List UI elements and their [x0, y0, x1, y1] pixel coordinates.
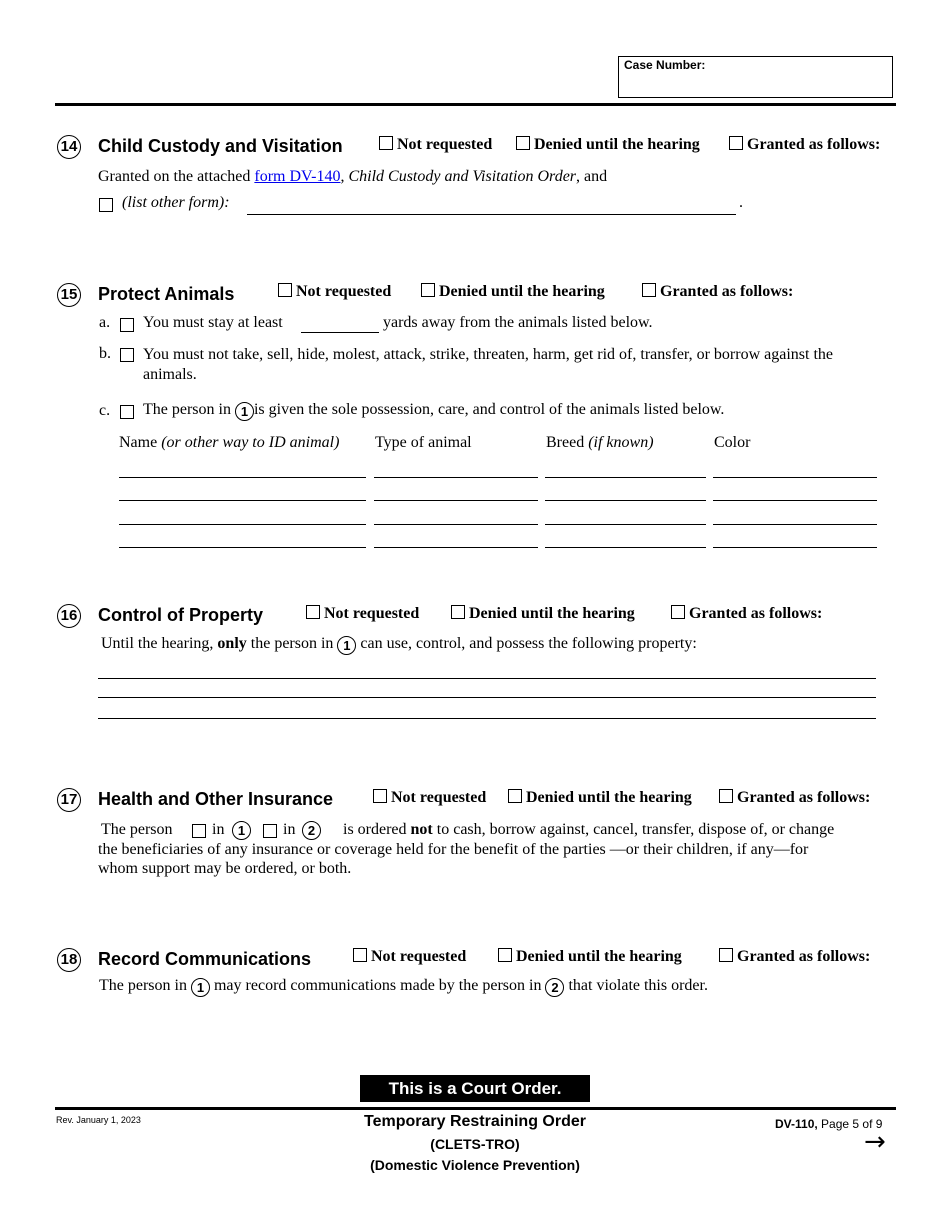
s15-b-checkbox[interactable]	[120, 348, 134, 362]
animal-breed-field[interactable]	[545, 477, 706, 478]
s15-a-text-pre: You must stay at least	[143, 314, 283, 331]
s18-granted-checkbox[interactable]	[719, 948, 733, 962]
animal-type-field[interactable]	[374, 477, 538, 478]
animal-color-field[interactable]	[713, 547, 877, 548]
s17-ordered: is ordered	[343, 821, 407, 838]
animal-col-breed-label: Breed	[546, 434, 585, 451]
section-15-number: 15	[57, 283, 81, 307]
s17-not-requested-checkbox[interactable]	[373, 789, 387, 803]
s14-denied-label: Denied until the hearing	[534, 136, 700, 153]
s15-c-checkbox[interactable]	[120, 405, 134, 419]
s14-other-form-label: (list other form):	[122, 194, 230, 211]
s14-granted-label: Granted as follows:	[747, 136, 881, 153]
s15-not-requested-checkbox[interactable]	[278, 283, 292, 297]
s18-granted-option[interactable]	[719, 948, 870, 966]
s15-denied-checkbox[interactable]	[421, 283, 435, 297]
section-14-number: 14	[57, 135, 81, 159]
footer-rule	[55, 1107, 896, 1110]
s18-not-requested-option[interactable]	[353, 948, 466, 966]
party-2-circle: 2	[302, 821, 321, 840]
animal-col-color-header: Color	[714, 434, 751, 451]
form-subtitle-clets: (CLETS-TRO)	[430, 1136, 520, 1152]
case-number-label: Case Number:	[624, 58, 706, 72]
s17-denied-option[interactable]	[508, 789, 692, 807]
s14-other-form-checkbox[interactable]	[99, 198, 113, 212]
s16-text-pre: Until the hearing,	[101, 635, 218, 652]
animal-col-breed-header	[546, 434, 654, 452]
s14-not-requested-label: Not requested	[397, 136, 493, 153]
party-1-circle: 1	[191, 978, 210, 997]
property-field[interactable]	[98, 697, 876, 698]
s16-denied-option[interactable]	[451, 605, 635, 623]
s16-text-mid: the person in	[246, 635, 334, 652]
animal-breed-field[interactable]	[545, 547, 706, 548]
property-field[interactable]	[98, 718, 876, 719]
court-order-banner: This is a Court Order.	[360, 1075, 590, 1102]
s15-granted-label: Granted as follows:	[660, 283, 794, 300]
form-dv140-link[interactable]: form DV-140	[254, 168, 341, 185]
s16-not-requested-label: Not requested	[324, 605, 420, 622]
section-14-title: Child Custody and Visitation	[98, 136, 343, 156]
s16-text	[101, 635, 697, 655]
s15-granted-checkbox[interactable]	[642, 283, 656, 297]
animal-name-field[interactable]	[119, 500, 366, 501]
s17-granted-option[interactable]	[719, 789, 870, 807]
animal-type-field[interactable]	[374, 500, 538, 501]
s16-not-requested-checkbox[interactable]	[306, 605, 320, 619]
s15-c-letter: c.	[99, 402, 111, 419]
s17-denied-label: Denied until the hearing	[526, 789, 692, 806]
s14-not-requested-checkbox[interactable]	[379, 136, 393, 150]
s14-granted-checkbox[interactable]	[729, 136, 743, 150]
animal-name-field[interactable]	[119, 477, 366, 478]
s16-granted-label: Granted as follows:	[689, 605, 823, 622]
s17-not-requested-label: Not requested	[391, 789, 487, 806]
s14-text-mid: ,	[340, 168, 349, 185]
animal-col-name-header	[119, 434, 339, 452]
s14-denied-checkbox[interactable]	[516, 136, 530, 150]
property-field[interactable]	[98, 678, 876, 679]
s18-text-mid: may record communications made by the person in	[213, 977, 542, 994]
s18-text-pre: The person in	[99, 977, 187, 994]
animal-type-field[interactable]	[374, 524, 538, 525]
animal-col-name-label: Name	[119, 434, 158, 451]
s16-denied-checkbox[interactable]	[451, 605, 465, 619]
form-subtitle-dvp: (Domestic Violence Prevention)	[370, 1157, 580, 1173]
header-rule	[55, 103, 896, 106]
s14-denied-option[interactable]	[516, 136, 700, 154]
s15-not-requested-option[interactable]	[278, 283, 391, 301]
s14-other-form-field[interactable]	[247, 194, 736, 215]
s18-not-requested-checkbox[interactable]	[353, 948, 367, 962]
s15-denied-label: Denied until the hearing	[439, 283, 605, 300]
s15-a-text-post: yards away from the animals listed below.	[383, 314, 653, 331]
s17-rest1: to cash, borrow against, cancel, transfer, dispose of, or change	[436, 821, 835, 838]
animal-breed-field[interactable]	[545, 524, 706, 525]
form-id: DV-110,	[775, 1117, 818, 1131]
animal-type-field[interactable]	[374, 547, 538, 548]
s17-in-1: in	[212, 821, 225, 838]
animal-breed-field[interactable]	[545, 500, 706, 501]
s16-granted-checkbox[interactable]	[671, 605, 685, 619]
s16-not-requested-option[interactable]	[306, 605, 419, 623]
section-18-number: 18	[57, 948, 81, 972]
party-1-circle: 1	[235, 402, 254, 421]
s17-party2-checkbox[interactable]	[263, 824, 277, 838]
next-page-arrow-icon[interactable]: →	[864, 1127, 886, 1157]
animal-col-name-italic: (or other way to ID animal)	[161, 434, 340, 451]
section-18-title: Record Communications	[98, 949, 312, 969]
animal-color-field[interactable]	[713, 500, 877, 501]
s18-text-post: that violate this order.	[568, 977, 708, 994]
s15-a-checkbox[interactable]	[120, 318, 134, 332]
revision-date: Rev. January 1, 2023	[56, 1115, 141, 1125]
section-17-number: 17	[57, 788, 81, 812]
page-number: Page 5 of 9	[821, 1117, 883, 1131]
s15-a-yards-field[interactable]	[301, 314, 379, 333]
section-17-title: Health and Other Insurance	[98, 789, 334, 809]
case-number-box[interactable]	[618, 56, 893, 98]
animal-col-breed-italic: (if known)	[588, 434, 654, 451]
section-15-title: Protect Animals	[98, 284, 235, 304]
s15-b-letter: b.	[99, 345, 111, 362]
s16-text-only: only	[217, 635, 247, 652]
s18-denied-option[interactable]	[498, 948, 682, 966]
s14-granted-text	[98, 168, 607, 186]
s17-granted-checkbox[interactable]	[719, 789, 733, 803]
section-16-number: 16	[57, 604, 81, 628]
s17-granted-label: Granted as follows:	[737, 789, 871, 806]
s17-denied-checkbox[interactable]	[508, 789, 522, 803]
s17-not: not	[410, 821, 433, 838]
animal-color-field[interactable]	[713, 477, 877, 478]
s14-text-pre: Granted on the attached	[98, 168, 255, 185]
animal-col-type-header: Type of animal	[375, 434, 472, 451]
s17-line2: the beneficiaries of any insurance or coverage held for the benefit of the parties —or their children, if any—for	[98, 841, 809, 858]
s15-c-text-post: is given the sole possession, care, and control of the animals listed below.	[253, 401, 725, 418]
s14-not-requested-option[interactable]	[379, 136, 492, 154]
s15-b-text: You must not take, sell, hide, molest, attack, strike, threaten, harm, get rid of, transfer, or borrow against the animals.	[143, 346, 834, 383]
s16-text-post: can use, control, and possess the following property:	[360, 635, 697, 652]
animal-name-field[interactable]	[119, 524, 366, 525]
s14-text-italic: Child Custody and Visitation Order	[348, 168, 577, 185]
s14-text-post: , and	[576, 168, 608, 185]
s18-denied-label: Denied until the hearing	[516, 948, 682, 965]
s14-granted-option[interactable]	[729, 136, 880, 154]
s15-c-text	[143, 401, 724, 421]
s14-period: .	[739, 194, 743, 211]
s18-denied-checkbox[interactable]	[498, 948, 512, 962]
s15-denied-option[interactable]	[421, 283, 605, 301]
party-2-circle: 2	[545, 978, 564, 997]
s18-not-requested-label: Not requested	[371, 948, 467, 965]
s17-ordered-text	[343, 821, 834, 839]
s16-denied-label: Denied until the hearing	[469, 605, 635, 622]
s17-party1-checkbox[interactable]	[192, 824, 206, 838]
s17-person-label: The person	[101, 821, 173, 838]
form-title: Temporary Restraining Order	[364, 1113, 586, 1130]
animal-color-field[interactable]	[713, 524, 877, 525]
s18-text	[99, 977, 708, 997]
s17-not-requested-option[interactable]	[373, 789, 486, 807]
s15-c-text-pre: The person in	[143, 401, 231, 418]
s15-a-letter: a.	[99, 314, 111, 331]
party-1-circle: 1	[232, 821, 251, 840]
s18-granted-label: Granted as follows:	[737, 948, 871, 965]
section-16-title: Control of Property	[98, 605, 263, 625]
animal-name-field[interactable]	[119, 547, 366, 548]
party-1-circle: 1	[337, 636, 356, 655]
s15-granted-option[interactable]	[642, 283, 793, 301]
s16-granted-option[interactable]	[671, 605, 822, 623]
s17-line3: whom support may be ordered, or both.	[98, 860, 352, 877]
s17-in-2: in	[283, 821, 296, 838]
s15-not-requested-label: Not requested	[296, 283, 392, 300]
